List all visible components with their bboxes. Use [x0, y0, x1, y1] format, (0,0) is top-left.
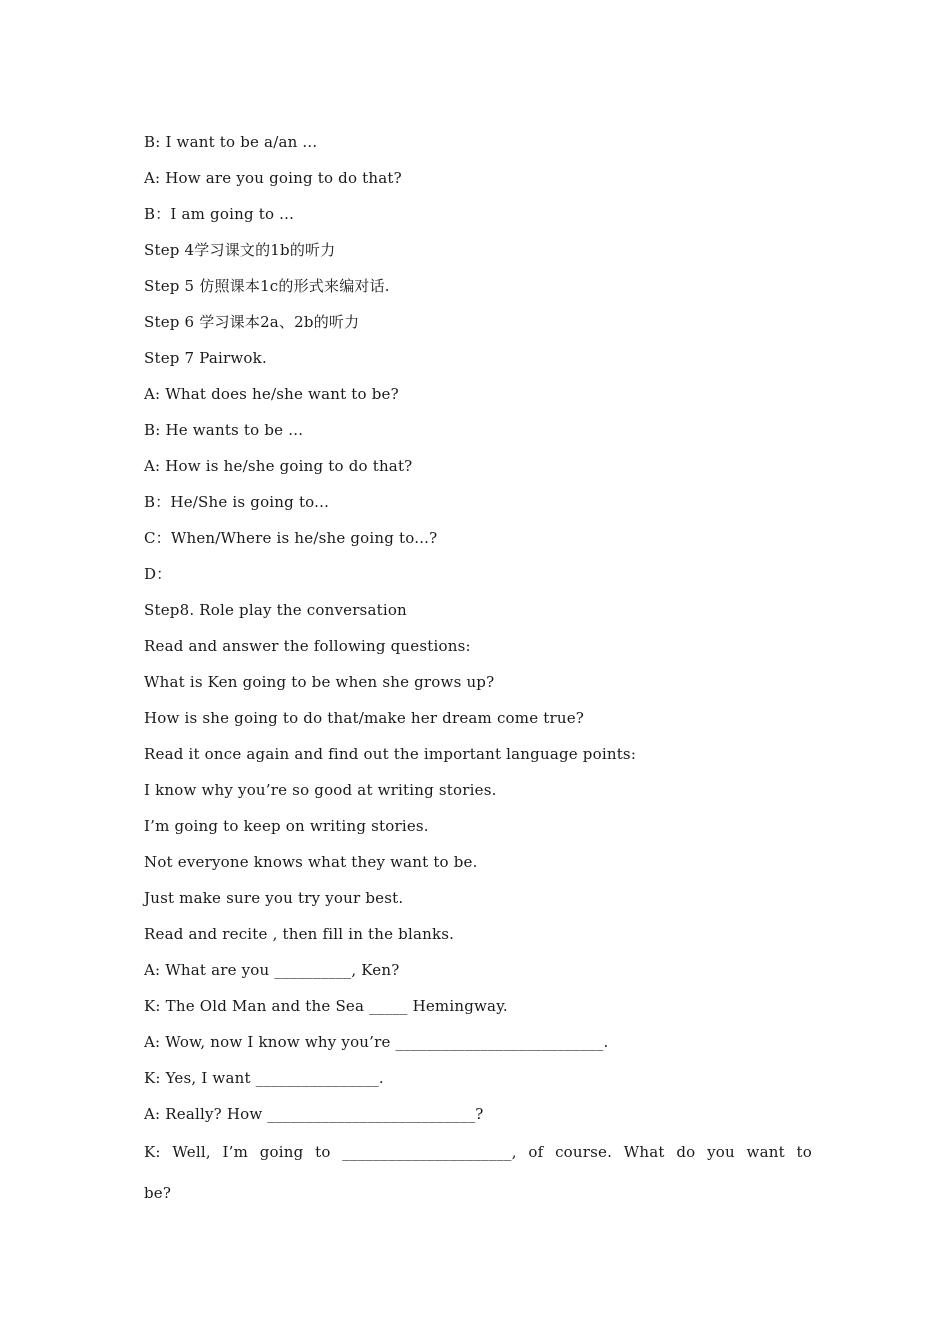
- text-line: Read and recite , then fill in the blanks.: [144, 925, 455, 943]
- text-line: B：He/She is going to...: [144, 493, 330, 511]
- step-heading: Step 5 仿照课本1c的形式来编对话.: [144, 277, 390, 295]
- text-line: D：: [144, 565, 172, 583]
- text-line: B：I am going to ...: [144, 205, 295, 223]
- text-line: Read it once again and find out the important language points:: [144, 745, 637, 763]
- question-line: What is Ken going to be when she grows up?: [144, 673, 495, 691]
- fill-blank-line: A: Wow, now I know why you’re ___________________________.: [144, 1033, 609, 1051]
- fill-blank-line: K: Yes, I want ________________.: [144, 1069, 384, 1087]
- language-point: Just make sure you try your best.: [144, 889, 404, 907]
- step-heading: Step 6 学习课本2a、2b的听力: [144, 313, 360, 331]
- fill-blank-line: A: What are you __________, Ken?: [144, 961, 400, 979]
- text-line: A: How is he/she going to do that?: [144, 457, 413, 475]
- step-heading: Step 4学习课文的1b的听力: [144, 241, 336, 259]
- text-line: A: What does he/she want to be?: [144, 385, 399, 403]
- text-line: A: How are you going to do that?: [144, 169, 402, 187]
- fill-blank-line: K: The Old Man and the Sea _____ Hemingway.: [144, 997, 508, 1015]
- step-heading: Step8. Role play the conversation: [144, 601, 407, 619]
- document-body: [144, 124, 812, 1214]
- language-point: I know why you’re so good at writing stories.: [144, 781, 497, 799]
- language-point: Not everyone knows what they want to be.: [144, 853, 478, 871]
- fill-blank-line: K: Well, I’m going to ______________________, of course. What do you want to be?: [144, 1143, 812, 1202]
- text-line: C：When/Where is he/she going to...?: [144, 529, 438, 547]
- step-heading: Step 7 Pairwok.: [144, 349, 267, 367]
- language-point: I’m going to keep on writing stories.: [144, 817, 429, 835]
- text-line: Read and answer the following questions:: [144, 637, 471, 655]
- fill-blank-line: A: Really? How ___________________________?: [144, 1105, 484, 1123]
- text-line: B: He wants to be …: [144, 421, 304, 439]
- text-line: B: I want to be a/an ...: [144, 133, 318, 151]
- question-line: How is she going to do that/make her dream come true?: [144, 709, 585, 727]
